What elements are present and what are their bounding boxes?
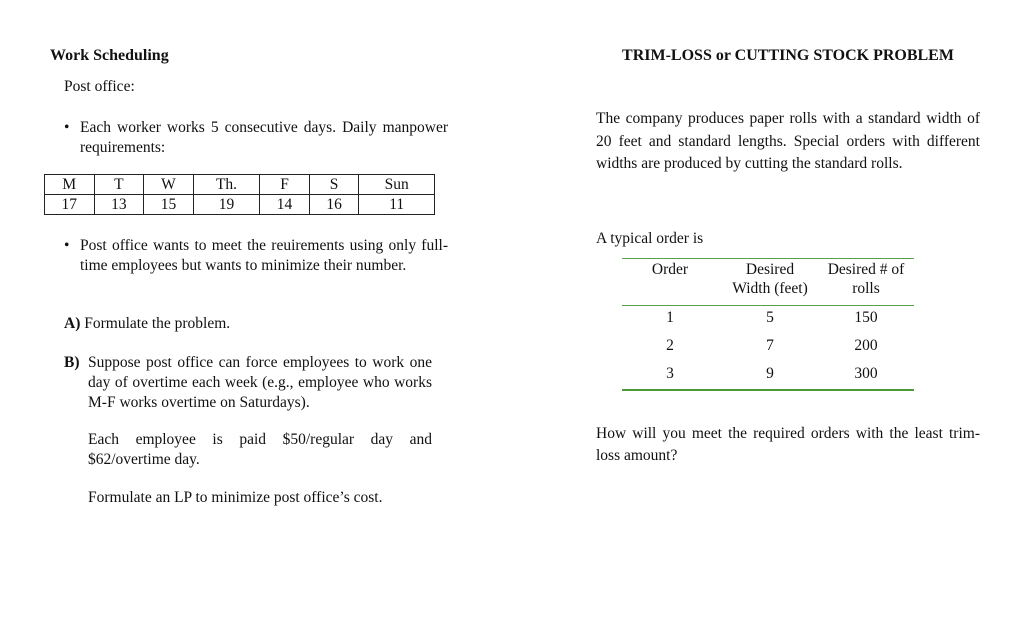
column-header-rolls-line2: rolls	[852, 280, 880, 297]
table-row-days	[45, 175, 435, 195]
cell-order: 1	[666, 309, 674, 326]
bullet-full-time	[64, 236, 448, 276]
cell-width: 9	[766, 365, 774, 382]
requirement-cell: 15	[144, 195, 194, 215]
requirement-cell: 16	[309, 195, 359, 215]
day-cell: S	[309, 175, 359, 195]
trim-loss-intro: The company produces paper rolls with a standard width of 20 feet and standard lengths. Special orders with different widths are produced by cutting the standard rolls.	[596, 110, 980, 172]
bullet-consecutive-days	[64, 118, 448, 158]
requirement-cell: 13	[94, 195, 144, 215]
day-cell: W	[144, 175, 194, 195]
cell-width: 5	[766, 309, 774, 326]
day-cell: T	[94, 175, 144, 195]
part-a-label: A)	[64, 315, 81, 332]
requirement-cell: 17	[45, 195, 95, 215]
day-cell: Sun	[359, 175, 435, 195]
cell-width: 7	[766, 337, 774, 354]
column-header-width-line2: Width (feet)	[732, 280, 808, 297]
column-header-rolls-line1: Desired # of	[827, 261, 905, 278]
order-intro: A typical order is	[596, 230, 704, 247]
work-scheduling-heading: Work Scheduling	[50, 47, 169, 64]
trim-loss-heading: TRIM-LOSS or CUTTING STOCK PROBLEM	[622, 47, 954, 64]
bullet-dot: •	[64, 237, 70, 254]
day-cell: F	[260, 175, 310, 195]
column-header-width-line1: Desired	[745, 261, 795, 278]
lp-text: Formulate an LP to minimize post office’s cost.	[88, 489, 383, 506]
bullet-full-time-text: Post office wants to meet the reuirements using only full-time employees but wants to minimize their number.	[80, 237, 448, 275]
bullet-consecutive-days-text: Each worker works 5 consecutive days. Daily manpower requirements:	[80, 119, 448, 157]
table-rule-bottom	[622, 389, 914, 391]
day-cell: M	[45, 175, 95, 195]
pay-text: Each employee is paid $50/regular day and $62/overtime day.	[88, 431, 432, 469]
table-rule-top	[622, 258, 914, 259]
cell-order: 3	[666, 365, 674, 382]
part-b-text: Suppose post office can force employees to work one day of overtime each week (e.g., employee who works M-F works overtime on Saturdays).	[88, 354, 432, 412]
cell-rolls: 200	[854, 337, 878, 354]
requirement-cell: 11	[359, 195, 435, 215]
part-a-text: Formulate the problem.	[84, 315, 231, 332]
part-b-label: B)	[64, 354, 80, 371]
requirement-cell: 14	[260, 195, 310, 215]
post-office-subheading: Post office:	[64, 78, 135, 95]
bullet-dot: •	[64, 119, 70, 136]
requirement-cell: 19	[193, 195, 259, 215]
table-row-requirements	[45, 195, 435, 215]
trim-loss-question: How will you meet the required orders with the least trim-loss amount?	[596, 425, 980, 464]
part-b	[64, 353, 432, 413]
part-a	[64, 314, 230, 334]
cell-order: 2	[666, 337, 674, 354]
table-rule-mid	[622, 305, 914, 306]
column-header-order: Order	[651, 261, 689, 278]
day-cell: Th.	[193, 175, 259, 195]
manpower-requirements-table	[44, 174, 435, 215]
cell-rolls: 300	[854, 365, 878, 382]
cell-rolls: 150	[854, 309, 878, 326]
